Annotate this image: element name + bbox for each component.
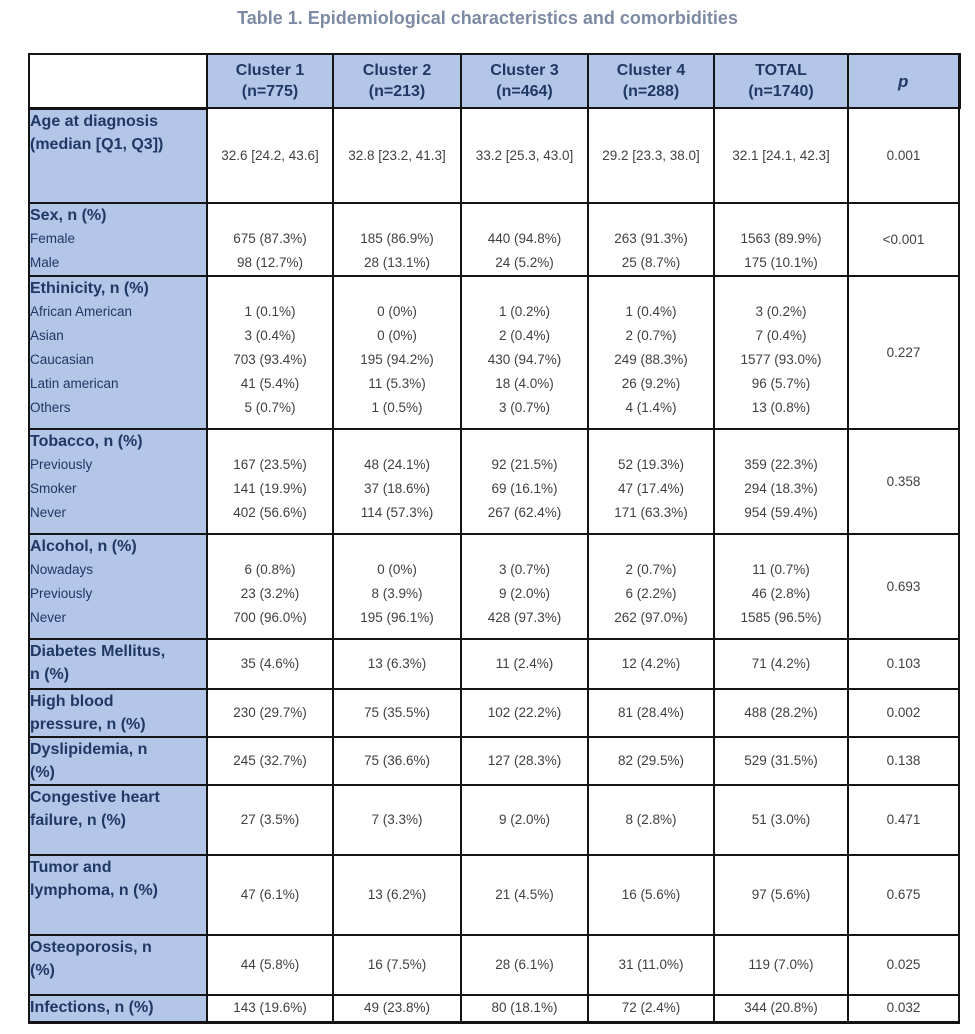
cell-value: 11 (5.3%) — [368, 376, 426, 391]
data-cell — [714, 534, 848, 639]
cell-value: 12 (4.2%) — [621, 656, 681, 671]
data-cell — [207, 203, 333, 276]
cell-value: 8 (3.9%) — [371, 586, 423, 601]
p-value: <0.001 — [882, 231, 925, 247]
cell-value: 75 (35.5%) — [363, 705, 431, 720]
cell-value: 18 (4.0%) — [495, 376, 554, 391]
cell-value: 185 (86.9%) — [360, 231, 434, 246]
p-value: 0.227 — [886, 344, 921, 360]
row-label-cell — [29, 855, 207, 935]
column-header — [333, 54, 461, 108]
table-row — [29, 785, 959, 855]
row-label: Alcohol, n (%) — [30, 538, 137, 555]
data-cell — [714, 995, 848, 1022]
row-label: High blood pressure, n (%) — [30, 693, 146, 733]
p-column-header: p — [848, 54, 959, 108]
data-cell — [207, 935, 333, 995]
cell-value: 700 (96.0%) — [233, 610, 307, 625]
cell-value: 263 (91.3%) — [614, 231, 688, 246]
line-spacer — [589, 430, 713, 453]
header-row — [29, 54, 959, 108]
data-cell — [461, 855, 588, 935]
line-spacer — [208, 204, 332, 227]
line-spacer — [462, 277, 587, 300]
cell-value: 37 (18.6%) — [363, 481, 431, 496]
row-label: Age at diagnosis (median [Q1, Q3]) — [30, 112, 164, 153]
data-cell — [588, 995, 714, 1022]
table-header — [29, 54, 959, 108]
row-label: Diabetes Mellitus, n (%) — [30, 643, 166, 683]
table-row — [29, 639, 959, 689]
cell-value: 230 (29.7%) — [233, 705, 307, 720]
column-name: TOTAL — [755, 62, 807, 79]
cell-value: 26 (9.2%) — [621, 376, 681, 391]
cell-value: 96 (5.7%) — [751, 376, 811, 391]
row-sublabel: Nowadays — [30, 562, 94, 577]
cell-value: 529 (31.5%) — [744, 753, 818, 768]
table-row — [29, 855, 959, 935]
p-value-cell — [848, 429, 959, 534]
cell-value: 21 (4.5%) — [495, 887, 554, 902]
p-value-cell — [848, 689, 959, 737]
p-value-cell — [848, 785, 959, 855]
data-cell — [333, 935, 461, 995]
p-value: 0.675 — [886, 887, 921, 902]
cell-value: 9 (2.0%) — [498, 586, 551, 601]
cell-value: 48 (24.1%) — [363, 457, 431, 472]
cell-value: 7 (3.3%) — [371, 812, 423, 827]
line-spacer — [589, 277, 713, 300]
p-value-cell — [848, 737, 959, 785]
cell-value: 2 (0.7%) — [625, 328, 677, 343]
data-cell — [588, 785, 714, 855]
epidemiology-table — [28, 53, 961, 1024]
cell-value: 13 (6.2%) — [367, 887, 427, 902]
p-value-cell — [848, 108, 959, 203]
line-spacer — [715, 535, 847, 558]
cell-value: 402 (56.6%) — [233, 505, 307, 520]
p-value-cell — [848, 534, 959, 639]
table-row — [29, 108, 959, 203]
line-spacer — [589, 535, 713, 558]
data-cell — [588, 737, 714, 785]
p-value: 0.693 — [886, 578, 921, 594]
cell-value: 32.1 [24.1, 42.3] — [732, 147, 830, 163]
p-value-cell — [848, 995, 959, 1022]
data-cell — [714, 855, 848, 935]
cell-value: 72 (2.4%) — [621, 1000, 681, 1016]
table-row — [29, 429, 959, 534]
cell-value: 1 (0.4%) — [625, 304, 677, 319]
row-sublabel: African American — [30, 304, 133, 319]
cell-value: 3 (0.7%) — [498, 562, 551, 577]
cell-value: 488 (28.2%) — [744, 705, 818, 720]
data-cell — [207, 276, 333, 429]
cell-value: 7 (0.4%) — [755, 328, 807, 343]
cell-value: 102 (22.2%) — [487, 705, 562, 720]
cell-value: 32.6 [24.2, 43.6] — [221, 147, 319, 163]
cell-value: 1563 (89.9%) — [740, 231, 822, 246]
cell-value: 5 (0.7%) — [244, 400, 296, 415]
p-value: 0.471 — [886, 812, 921, 827]
cell-value: 24 (5.2%) — [495, 255, 554, 270]
row-label: Sex, n (%) — [30, 207, 107, 224]
data-cell — [714, 785, 848, 855]
row-sublabel: Caucasian — [30, 352, 94, 367]
table-body — [29, 108, 959, 1022]
data-cell — [461, 785, 588, 855]
cell-value: 28 (6.1%) — [495, 957, 554, 972]
cell-value: 41 (5.4%) — [240, 376, 300, 391]
cell-value: 11 (2.4%) — [495, 656, 554, 671]
cell-value: 3 (0.2%) — [755, 304, 807, 319]
cell-value: 80 (18.1%) — [491, 1000, 558, 1016]
cell-value: 28 (13.1%) — [363, 255, 431, 270]
cell-value: 1 (0.2%) — [498, 304, 551, 319]
data-cell — [461, 108, 588, 203]
p-value: 0.103 — [886, 656, 921, 671]
cell-value: 2 (0.7%) — [625, 562, 677, 577]
cell-value: 32.8 [23.2, 41.3] — [348, 147, 446, 163]
line-spacer — [462, 535, 587, 558]
row-label-cell — [29, 276, 207, 429]
data-cell — [714, 108, 848, 203]
cell-value: 249 (88.3%) — [614, 352, 688, 367]
cell-value: 47 (6.1%) — [240, 887, 300, 902]
cell-value: 262 (97.0%) — [614, 610, 688, 625]
cell-value: 23 (3.2%) — [240, 586, 300, 601]
cell-value: 75 (36.6%) — [363, 753, 431, 768]
cell-value: 71 (4.2%) — [751, 656, 811, 671]
data-cell — [588, 276, 714, 429]
row-label: Tumor and lymphoma, n (%) — [30, 859, 159, 899]
data-cell — [588, 534, 714, 639]
cell-value: 359 (22.3%) — [744, 457, 818, 472]
row-label: Congestive heart failure, n (%) — [30, 789, 160, 829]
data-cell — [461, 935, 588, 995]
p-value: 0.002 — [886, 705, 921, 720]
row-label: Infections, n (%) — [30, 999, 154, 1016]
cell-value: 440 (94.8%) — [487, 231, 562, 246]
cell-value: 675 (87.3%) — [233, 231, 307, 246]
row-sublabel: Smoker — [30, 481, 77, 496]
table-row — [29, 995, 959, 1022]
data-cell — [714, 689, 848, 737]
p-value: 0.025 — [886, 957, 921, 972]
data-cell — [714, 429, 848, 534]
cell-value: 16 (5.6%) — [621, 887, 681, 902]
row-label-cell — [29, 429, 207, 534]
line-spacer — [462, 204, 587, 227]
row-sublabel: Never — [30, 505, 67, 520]
table-row — [29, 203, 959, 276]
data-cell — [207, 429, 333, 534]
cell-value: 4 (1.4%) — [625, 400, 677, 415]
line-spacer — [208, 277, 332, 300]
cell-value: 119 (7.0%) — [748, 957, 814, 972]
cell-value: 11 (0.7%) — [752, 562, 810, 577]
line-spacer — [208, 535, 332, 558]
data-cell — [588, 689, 714, 737]
cell-value: 51 (3.0%) — [751, 812, 811, 827]
p-value: 0.358 — [886, 473, 921, 489]
cell-value: 16 (7.5%) — [367, 957, 427, 972]
cell-value: 0 (0%) — [377, 562, 417, 577]
table-row — [29, 276, 959, 429]
data-cell — [714, 737, 848, 785]
column-n-count: (n=1740) — [748, 83, 814, 100]
cell-value: 1585 (96.5%) — [740, 610, 822, 625]
cell-value: 195 (94.2%) — [360, 352, 434, 367]
row-label-cell — [29, 203, 207, 276]
data-cell — [588, 108, 714, 203]
data-cell — [333, 203, 461, 276]
data-cell — [588, 429, 714, 534]
cell-value: 13 (6.3%) — [367, 656, 427, 671]
p-value: 0.032 — [886, 1000, 921, 1016]
cell-value: 0 (0%) — [377, 328, 417, 343]
cell-value: 6 (0.8%) — [244, 562, 296, 577]
line-spacer — [715, 430, 847, 453]
cell-value: 8 (2.8%) — [625, 812, 677, 827]
data-cell — [333, 689, 461, 737]
cell-value: 49 (23.8%) — [363, 1000, 431, 1016]
cell-value: 0 (0%) — [377, 304, 417, 319]
p-value-cell — [848, 203, 959, 276]
data-cell — [461, 429, 588, 534]
row-sublabel: Previously — [30, 457, 93, 472]
data-cell — [714, 639, 848, 689]
data-cell — [333, 737, 461, 785]
data-cell — [207, 534, 333, 639]
cell-value: 92 (21.5%) — [491, 457, 558, 472]
cell-value: 52 (19.3%) — [617, 457, 685, 472]
table-row — [29, 689, 959, 737]
cell-value: 47 (17.4%) — [617, 481, 685, 496]
column-n-count: (n=288) — [622, 83, 680, 100]
data-cell — [588, 855, 714, 935]
cell-value: 344 (20.8%) — [744, 1000, 818, 1016]
cell-value: 82 (29.5%) — [617, 753, 685, 768]
cell-value: 141 (19.9%) — [233, 481, 307, 496]
row-label: Osteoporosis, n (%) — [30, 939, 152, 979]
row-label-cell — [29, 689, 207, 737]
data-cell — [333, 276, 461, 429]
data-cell — [207, 855, 333, 935]
cell-value: 171 (63.3%) — [614, 505, 688, 520]
cell-value: 35 (4.6%) — [240, 656, 300, 671]
cell-value: 3 (0.7%) — [498, 400, 551, 415]
p-value: 0.001 — [886, 147, 921, 163]
cell-value: 31 (11.0%) — [618, 957, 684, 972]
data-cell — [207, 108, 333, 203]
cell-value: 245 (32.7%) — [233, 753, 307, 768]
row-label: Ethinicity, n (%) — [30, 280, 149, 297]
data-cell — [207, 737, 333, 785]
column-name: Cluster 2 — [362, 62, 432, 79]
data-cell — [207, 995, 333, 1022]
data-cell — [714, 935, 848, 995]
cell-value: 13 (0.8%) — [751, 400, 811, 415]
data-cell — [588, 639, 714, 689]
cell-value: 1577 (93.0%) — [740, 352, 822, 367]
data-cell — [461, 737, 588, 785]
table-row — [29, 935, 959, 995]
row-label-cell — [29, 935, 207, 995]
p-value-cell — [848, 276, 959, 429]
table-row — [29, 534, 959, 639]
row-label-cell — [29, 995, 207, 1022]
cell-value: 294 (18.3%) — [744, 481, 818, 496]
table-row — [29, 737, 959, 785]
cell-value: 195 (96.1%) — [360, 610, 434, 625]
row-sublabel: Female — [30, 231, 76, 246]
cell-value: 1 (0.1%) — [244, 304, 296, 319]
cell-value: 430 (94.7%) — [487, 352, 562, 367]
row-label-cell — [29, 639, 207, 689]
data-cell — [333, 855, 461, 935]
row-sublabel: Male — [30, 255, 60, 270]
data-cell — [461, 689, 588, 737]
cell-value: 703 (93.4%) — [233, 352, 307, 367]
cell-value: 81 (28.4%) — [617, 705, 685, 720]
data-cell — [461, 534, 588, 639]
line-spacer — [715, 277, 847, 300]
p-value: 0.138 — [886, 753, 921, 768]
row-label-cell — [29, 534, 207, 639]
data-cell — [714, 276, 848, 429]
row-sublabel: Never — [30, 610, 67, 625]
row-sublabel: Latin american — [30, 376, 119, 391]
cell-value: 175 (10.1%) — [744, 255, 818, 270]
row-label-cell — [29, 785, 207, 855]
data-cell — [207, 639, 333, 689]
column-header — [461, 54, 588, 108]
line-spacer — [334, 535, 460, 558]
cell-value: 167 (23.5%) — [233, 457, 307, 472]
data-cell — [333, 534, 461, 639]
line-spacer — [334, 430, 460, 453]
row-label: Tobacco, n (%) — [30, 433, 143, 450]
line-spacer — [462, 430, 587, 453]
data-cell — [207, 785, 333, 855]
data-cell — [461, 995, 588, 1022]
table-title: Table 1. Epidemiological characteristics and comorbidities — [237, 8, 738, 28]
cell-value: 428 (97.3%) — [487, 610, 562, 625]
cell-value: 33.2 [25.3, 43.0] — [475, 147, 574, 163]
column-header — [588, 54, 714, 108]
cell-value: 127 (28.3%) — [487, 753, 562, 768]
cell-value: 27 (3.5%) — [240, 812, 300, 827]
cell-value: 25 (8.7%) — [621, 255, 681, 270]
cell-value: 97 (5.6%) — [751, 887, 811, 902]
data-cell — [333, 785, 461, 855]
cell-value: 29.2 [23.3, 38.0] — [602, 147, 700, 163]
column-n-count: (n=464) — [496, 83, 553, 100]
data-cell — [461, 203, 588, 276]
row-label: Dyslipidemia, n (%) — [30, 741, 148, 781]
row-sublabel: Previously — [30, 586, 93, 601]
cell-value: 6 (2.2%) — [625, 586, 677, 601]
data-cell — [461, 276, 588, 429]
cell-value: 1 (0.5%) — [371, 400, 423, 415]
data-cell — [207, 689, 333, 737]
cell-value: 98 (12.7%) — [236, 255, 304, 270]
line-spacer — [589, 204, 713, 227]
data-cell — [714, 203, 848, 276]
p-value-cell — [848, 935, 959, 995]
column-n-count: (n=775) — [241, 83, 299, 100]
row-label-cell — [29, 108, 207, 203]
column-header — [207, 54, 333, 108]
row-sublabel: Others — [30, 400, 71, 415]
cell-value: 114 (57.3%) — [360, 505, 434, 520]
cell-value: 3 (0.4%) — [244, 328, 296, 343]
row-sublabel: Asian — [30, 328, 64, 343]
column-name: Cluster 3 — [490, 62, 559, 79]
data-cell — [588, 935, 714, 995]
cell-value: 954 (59.4%) — [744, 505, 818, 520]
data-cell — [333, 108, 461, 203]
p-value-cell — [848, 639, 959, 689]
cell-value: 267 (62.4%) — [487, 505, 562, 520]
column-n-count: (n=213) — [368, 83, 426, 100]
data-cell — [461, 639, 588, 689]
cell-value: 9 (2.0%) — [498, 812, 551, 827]
data-cell — [333, 639, 461, 689]
column-header — [714, 54, 848, 108]
cell-value: 69 (16.1%) — [491, 481, 558, 496]
cell-value: 143 (19.6%) — [233, 1000, 307, 1016]
line-spacer — [334, 277, 460, 300]
column-name: Cluster 1 — [235, 62, 305, 79]
data-cell — [588, 203, 714, 276]
column-name: Cluster 4 — [616, 62, 686, 79]
data-cell — [333, 995, 461, 1022]
cell-value: 46 (2.8%) — [751, 586, 811, 601]
line-spacer — [208, 430, 332, 453]
line-spacer — [334, 204, 460, 227]
p-value-cell — [848, 855, 959, 935]
cell-value: 44 (5.8%) — [240, 957, 300, 972]
line-spacer — [715, 204, 847, 227]
table-corner-spacer — [29, 54, 207, 108]
data-cell — [333, 429, 461, 534]
row-label-cell — [29, 737, 207, 785]
cell-value: 2 (0.4%) — [498, 328, 551, 343]
